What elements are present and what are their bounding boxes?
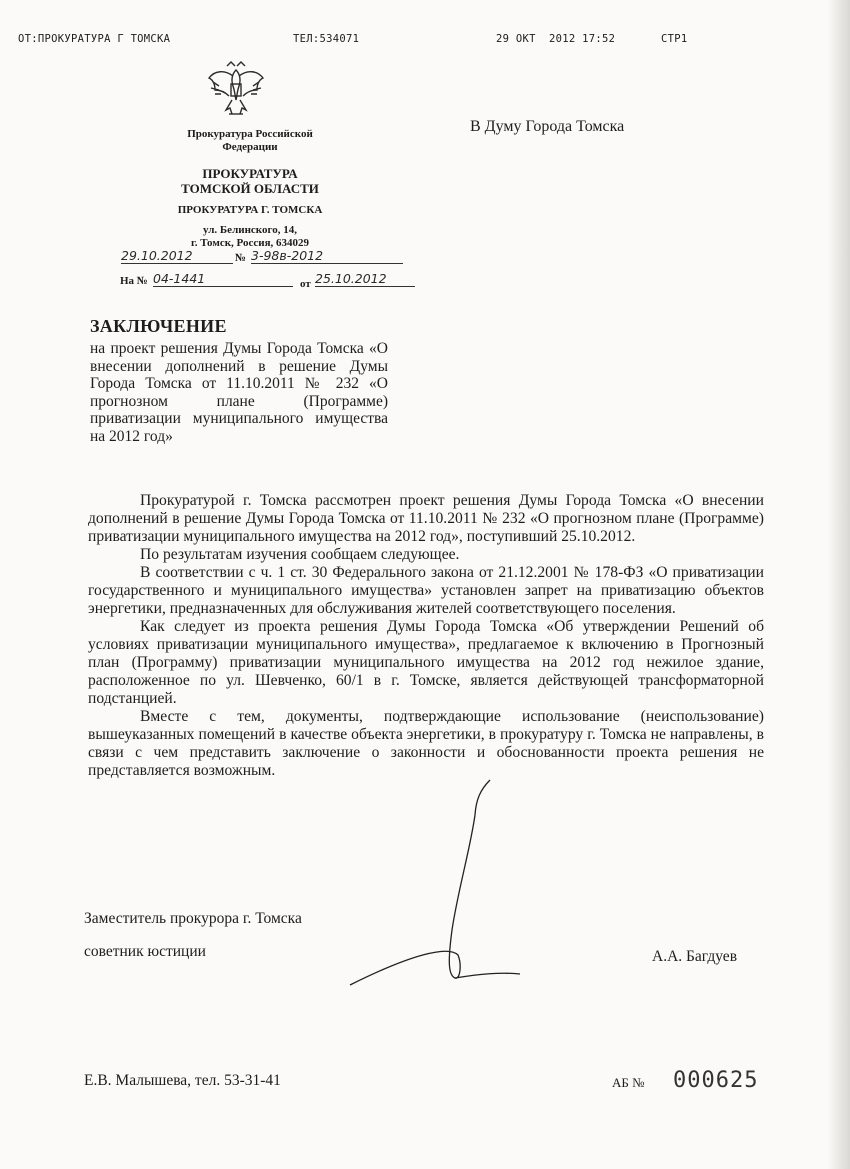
- in-reply-number: 04-1441: [153, 271, 293, 287]
- executor-info: Е.В. Малышева, тел. 53-31-41: [84, 1072, 281, 1089]
- paragraph-4: Как следует из проекта решения Думы Города Томска «Об утверждении Решений об условиях приватизации муниципального имущества», предлагаемое к включению в Прогнозный план (Программу) приватизации муниципального имущества на 2012 год нежилое здание, расположенное по ул. Шевченко, 60/1 в г. Томске, является действующей трансформаторной подстанцией.: [88, 618, 764, 707]
- reg-date: 29.10.2012: [121, 248, 233, 264]
- fax-page: СТР1: [661, 33, 688, 45]
- in-reply-from-label: от: [300, 278, 311, 290]
- in-reply-line: [115, 271, 415, 292]
- org-address: ул. Белинского, 14, г. Томск, Россия, 634029: [190, 224, 310, 249]
- fax-phone: ТЕЛ:534071: [293, 33, 360, 45]
- serial-label: АБ №: [612, 1075, 645, 1090]
- handwritten-signature: [330, 760, 530, 1020]
- fax-datetime: 29 ОКТ 2012 17:52: [496, 33, 616, 45]
- reg-number: 3-98в-2012: [251, 248, 403, 264]
- paragraph-2: По результатам изучения сообщаем следующее.: [140, 546, 460, 563]
- in-reply-date: 25.10.2012: [315, 271, 415, 287]
- org-city: ПРОКУРАТУРА Г. ТОМСКА: [177, 204, 323, 216]
- org-country: Прокуратура Российской Федерации: [187, 128, 313, 153]
- registration-line: [115, 248, 415, 269]
- signatory-rank: советник юстиции: [84, 943, 206, 960]
- paragraph-5: Вместе с тем, документы, подтверждающие использование (неиспользование) вышеуказанных помещений в качестве объекта энергетики, в прокуратуру г. Томска не направлены, в связи с чем представить заключение о законности и обоснованности проекта решения не представляется возможным.: [88, 708, 764, 779]
- scan-edge: [828, 0, 850, 1169]
- serial-number: 000625: [673, 1068, 759, 1093]
- signatory-position: Заместитель прокурора г. Томска: [84, 910, 302, 927]
- signatory-name: А.А. Багдуев: [652, 948, 738, 965]
- document-body: [88, 492, 764, 780]
- document-subject: на проект решения Думы Города Томска «О внесении дополнений в решение Думы Города Томска от 11.10.2011 № 232 «О прогнозном плане (Программе) приватизации муниципального имущества на 2012 год»: [90, 340, 388, 445]
- addressee: В Думу Города Томска: [470, 118, 625, 135]
- paragraph-3: В соответствии с ч. 1 ст. 30 Федерального закона от 21.12.2001 № 178-ФЗ «О приватизации государственного и муниципального имущества» установлен запрет на приватизацию объектов энергетики, предназначенных для обслуживания жителей соответствующего поселения.: [88, 564, 764, 617]
- reg-no-label: №: [235, 252, 247, 264]
- document-title: ЗАКЛЮЧЕНИЕ: [90, 316, 227, 336]
- fax-header: [18, 33, 718, 47]
- fax-from: ОТ:ПРОКУРАТУРА Г ТОМСКА: [18, 33, 171, 45]
- in-reply-label: На №: [120, 275, 148, 287]
- paragraph-1: Прокуратурой г. Томска рассмотрен проект решения Думы Города Томска «О внесении дополнений в решение Думы Города Томска от 11.10.2011 № 232 «О прогнозном плане (Программе) приватизации муниципального имущества на 2012 год», поступивший 25.10.2012.: [88, 492, 764, 545]
- org-regional: ПРОКУРАТУРА ТОМСКОЙ ОБЛАСТИ: [181, 166, 319, 196]
- coat-of-arms-icon: [205, 60, 267, 120]
